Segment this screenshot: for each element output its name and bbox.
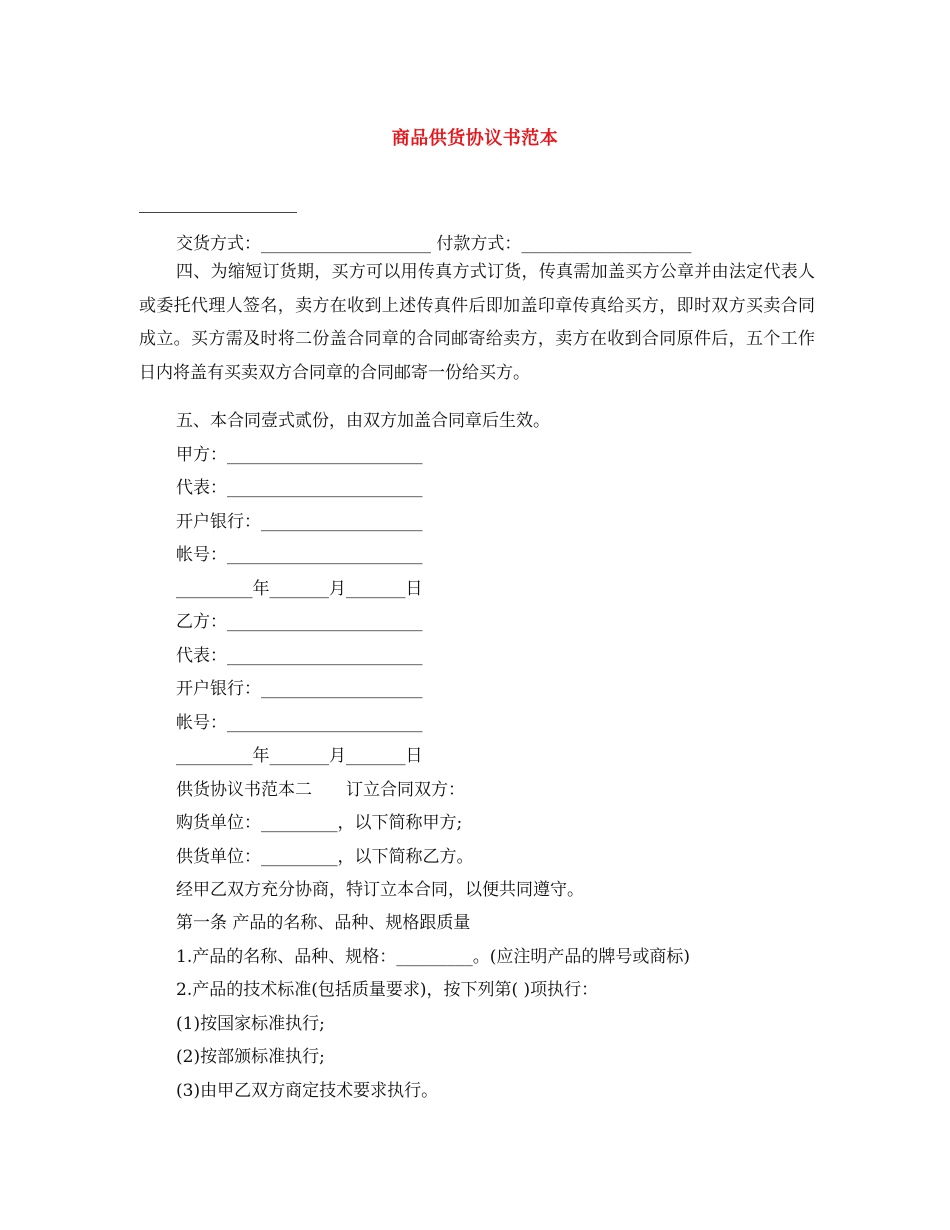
party-b-date-line: _________年_______月_______日 <box>176 746 423 766</box>
standard-option-2: (2)按部颁标准执行; <box>176 1047 325 1067</box>
standard-option-1: (1)按国家标准执行; <box>176 1014 325 1034</box>
agreement-intro-line: 经甲乙双方充分协商，特订立本合同，以便共同遵守。 <box>176 880 584 900</box>
delivery-payment-line: 交货方式：____________________ 付款方式：____________________ <box>176 234 692 254</box>
party-b-representative-line: 代表：_______________________ <box>176 646 423 666</box>
document-title: 商品供货协议书范本 <box>391 128 559 149</box>
party-a-date-line: _________年_______月_______日 <box>176 579 423 599</box>
top-divider <box>139 212 297 213</box>
party-b-line: 乙方：_______________________ <box>176 612 423 632</box>
party-b-bank-line: 开户银行：___________________ <box>176 679 423 699</box>
party-a-line: 甲方：_______________________ <box>176 445 423 465</box>
party-a-representative-line: 代表：_______________________ <box>176 478 423 498</box>
article-one-heading: 第一条 产品的名称、品种、规格跟质量 <box>176 913 471 933</box>
supplier-unit-line: 供货单位：_________，以下简称乙方。 <box>176 847 474 867</box>
party-b-account-line: 帐号：_______________________ <box>176 713 423 733</box>
buyer-unit-line: 购货单位：_________，以下简称甲方; <box>176 813 463 833</box>
product-name-line: 1.产品的名称、品种、规格：_________。(应注明产品的牌号或商标) <box>176 947 690 967</box>
party-a-account-line: 帐号：_______________________ <box>176 545 423 565</box>
standard-option-3: (3)由甲乙双方商定技术要求执行。 <box>176 1081 439 1101</box>
clause-five-line: 五、本合同壹式贰份，由双方加盖合同章后生效。 <box>176 411 550 431</box>
clause-four-paragraph: 四、为缩短订货期，买方可以用传真方式订货，传真需加盖买方公章并由法定代表人或委托代理人签名，卖方在收到上述传真件后即加盖印章传真给买方，即时双方买卖合同成立。买方需及时将二份盖合同章的合同邮寄给卖方，卖方在收到合同原件后，五个工作日内将盖有买卖双方合同章的合同邮寄一份给买方。 <box>139 262 815 383</box>
technical-standard-line: 2.产品的技术标准(包括质量要求)，按下列第( )项执行： <box>176 980 599 1000</box>
party-a-bank-line: 开户银行：___________________ <box>176 512 423 532</box>
template-two-heading: 供货协议书范本二 订立合同双方： <box>176 780 465 800</box>
